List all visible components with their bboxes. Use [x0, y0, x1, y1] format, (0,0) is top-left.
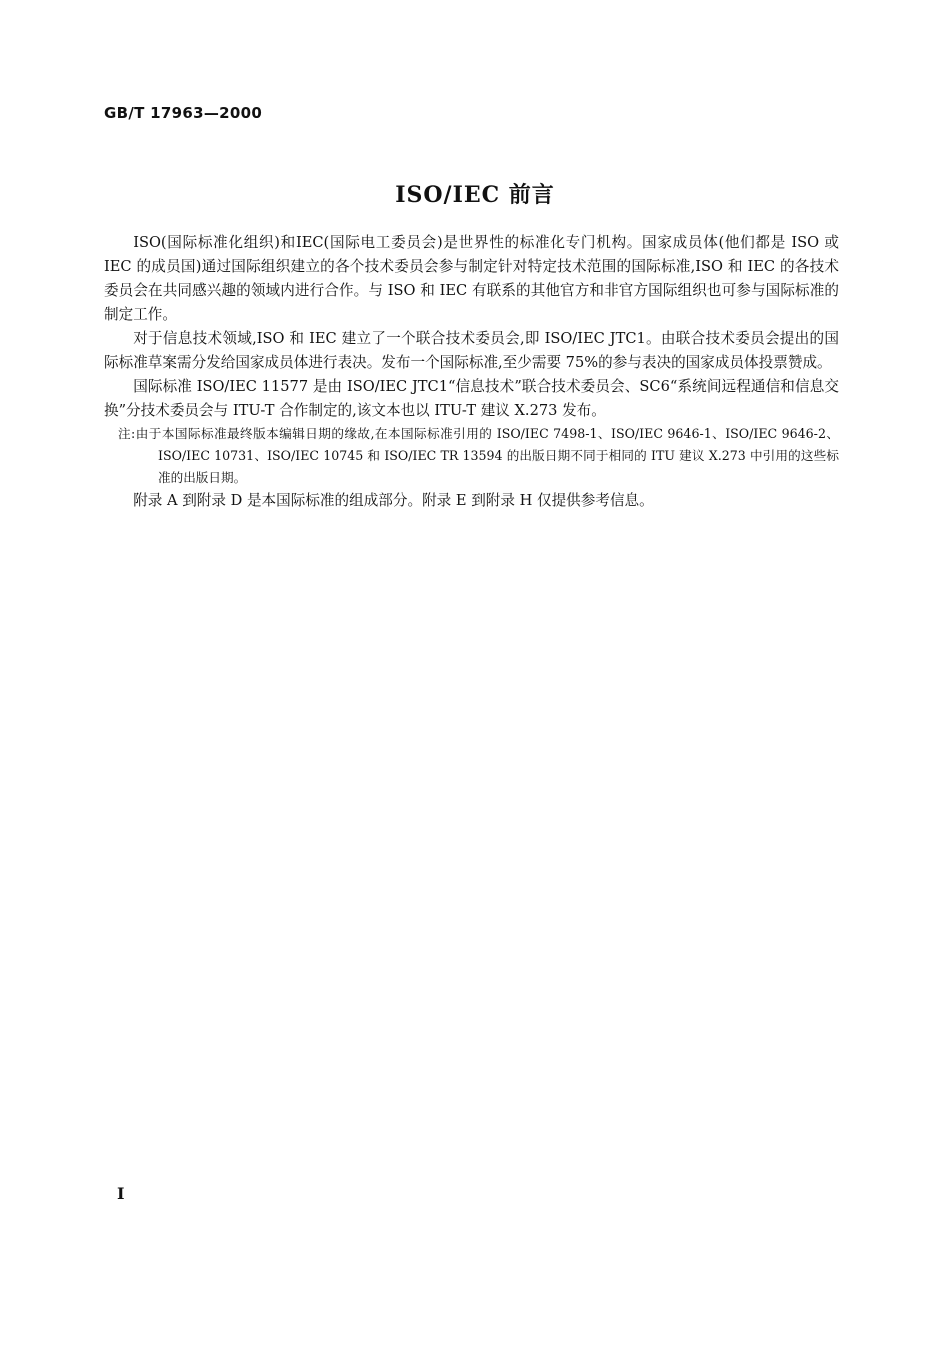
paragraph-standard-origin: 国际标准 ISO/IEC 11577 是由 ISO/IEC JTC1“信息技术”联合技术委员会、SC6“系统间远程通信和信息交换”分技术委员会与 ITU-T 合作制定的,该文本也以 ITU-T 建议 X.273 发布。 — [104, 378, 839, 419]
page-number: I — [117, 1184, 125, 1203]
paragraph-iso-iec-intro: ISO(国际标准化组织)和IEC(国际电工委员会)是世界性的标准化专门机构。国家成员体(他们都是 ISO 或 IEC 的成员国)通过国际组织建立的各个技术委员会参与制定针对特定技术范围的国际标准,ISO 和 IEC 的各技术委员会在共同感兴趣的领域内进行合作。与 ISO 和 IEC 有联系的其他官方和非官方国际组织也可参与国际标准的制定工作。 — [104, 234, 839, 323]
paragraph-annexes: 附录 A 到附录 D 是本国际标准的组成部分。附录 E 到附录 H 仅提供参考信息。 — [133, 492, 654, 509]
page-title: ISO/IEC 前言 — [395, 182, 555, 208]
document-body — [104, 231, 839, 513]
document-id-header: GB/T 17963—2000 — [104, 104, 263, 122]
paragraph-jtc1: 对于信息技术领域,ISO 和 IEC 建立了一个联合技术委员会,即 ISO/IEC JTC1。由联合技术委员会提出的国际标准草案需分发给国家成员体进行表决。发布一个国际标准,至少需要 75%的参与表决的国家成员体投票赞成。 — [104, 330, 839, 371]
note-paragraph: 注:由于本国际标准最终版本编辑日期的缘故,在本国际标准引用的 ISO/IEC 7498-1、ISO/IEC 9646-1、ISO/IEC 9646-2、ISO/IEC 10731、ISO/IEC 10745 和 ISO/IEC TR 13594 的出版日期不同于相同的 ITU 建议 X.273 中引用的这些标准的出版日期。 — [118, 426, 839, 485]
